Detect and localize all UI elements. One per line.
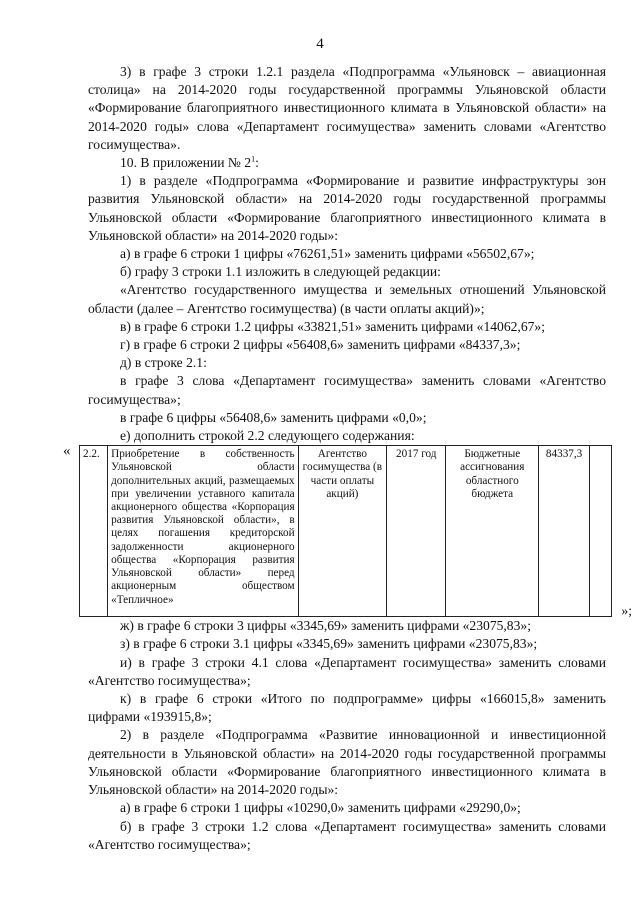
table-row bbox=[80, 446, 612, 617]
paragraph-sub-g: г) в графе 6 строки 2 цифры «56408,6» заменить цифрами «84337,3»; bbox=[120, 337, 521, 353]
cell-source: Бюджетные ассигнования областного бюджета bbox=[446, 446, 539, 617]
paragraph-sub-k: к) в графе 6 строки «Итого по подпрограмме» цифры «166015,8» заменить цифрами «193915,8»; bbox=[88, 691, 606, 725]
paragraph-appendix-10 bbox=[88, 154, 606, 172]
paragraph-section2-sub-a: а) в графе 6 строки 1 цифры «10290,0» заменить цифрами «29290,0»; bbox=[120, 800, 521, 816]
paragraph-section-2: 2) в разделе «Подпрограмма «Развитие инновационной и инвестиционной деятельности в Ульяновской области» на 2014-2020 годы государственной программы Ульяновской области «Формирование благоприятного инвестиционного климата в Ульяновской области» на 2014-2020 годы»: bbox=[88, 727, 606, 798]
appendix-colon: : bbox=[255, 155, 259, 171]
appendix-heading: 10. В приложении № 2 bbox=[120, 155, 252, 171]
cell-amount: 84337,3 bbox=[539, 446, 590, 617]
paragraph-sub-v: в) в графе 6 строки 1.2 цифры «33821,51» заменить цифрами «14062,67»; bbox=[120, 318, 545, 334]
cell-number: 2.2. bbox=[80, 446, 108, 617]
page-number: 4 bbox=[316, 36, 324, 52]
cell-executor: Агентство госимущества (в части оплаты акций) bbox=[298, 446, 386, 617]
open-quote: « bbox=[63, 443, 71, 460]
document-body bbox=[63, 63, 632, 854]
paragraph-column3-change: в графе 3 слова «Департамент госимущества» заменить словами «Агентство госимущества»; bbox=[88, 373, 606, 407]
paragraph-section2-sub-b: б) в графе 3 строки 1.2 слова «Департамент госимущества» заменить словами «Агентство госимущества»; bbox=[88, 818, 606, 852]
cell-extra bbox=[590, 446, 612, 617]
paragraph-column6-change: в графе 6 цифры «56408,6» заменить цифрами «0,0»; bbox=[120, 409, 427, 425]
cell-year: 2017 год bbox=[387, 446, 446, 617]
inserted-row-table-wrapper bbox=[63, 443, 632, 619]
cell-name: Приобретение в собственность Ульяновской области дополнительных акций, размещаемых при увеличении уставного капитала акционерного общества «Корпорация развития Ульяновской области», в целях погашения кредиторской задолженности акционерного общества «Корпорация развития Ульяновской области» перед акционерным обществом «Тепличное» bbox=[108, 446, 299, 617]
close-quote: »; bbox=[621, 603, 632, 619]
paragraph-sub-e: е) дополнить строкой 2.2 следующего содержания: bbox=[120, 428, 415, 444]
inserted-row-table bbox=[79, 445, 612, 617]
paragraph-sub-b: б) графу 3 строки 1.1 изложить в следующей редакции: bbox=[120, 264, 441, 280]
paragraph-sub-z: з) в графе 6 строки 3.1 цифры «3345,69» заменить цифрами «23075,83»; bbox=[120, 636, 538, 652]
paragraph-item-3: 3) в графе 3 строки 1.2.1 раздела «Подпрограмма «Ульяновск – авиационная столица» на 2014-2020 годы государственной программы Ульяновской области «Формирование благоприятного инвестиционного климата в Ульяновской области» на 2014-2020 годы» слова «Департамент госимущества» заменить словами «Агентство госимущества». bbox=[88, 64, 606, 152]
paragraph-sub-zh: ж) в графе 6 строки 3 цифры «3345,69» заменить цифрами «23075,83»; bbox=[120, 618, 531, 634]
paragraph-new-wording: «Агентство государственного имущества и земельных отношений Ульяновской области (далее – Агентство госимущества) (в части оплаты акций)»; bbox=[88, 282, 606, 316]
paragraph-sub-d: д) в строке 2.1: bbox=[120, 355, 207, 371]
appendix-superscript: 1 bbox=[251, 154, 256, 164]
paragraph-section-1: 1) в разделе «Подпрограмма «Формирование и развитие инфраструктуры зон развития Ульяновской области» на 2014-2020 годы государственной программы Ульяновской области «Формирование благоприятного инвестиционного климата в Ульяновской области» на 2014-2020 годы»: bbox=[88, 173, 606, 243]
paragraph-sub-a: а) в графе 6 строки 1 цифры «76261,51» заменить цифрами «56502,67»; bbox=[120, 246, 535, 262]
paragraph-sub-i: и) в графе 3 строки 4.1 слова «Департамент госимущества» заменить словами «Агентство госимущества»; bbox=[88, 654, 606, 688]
